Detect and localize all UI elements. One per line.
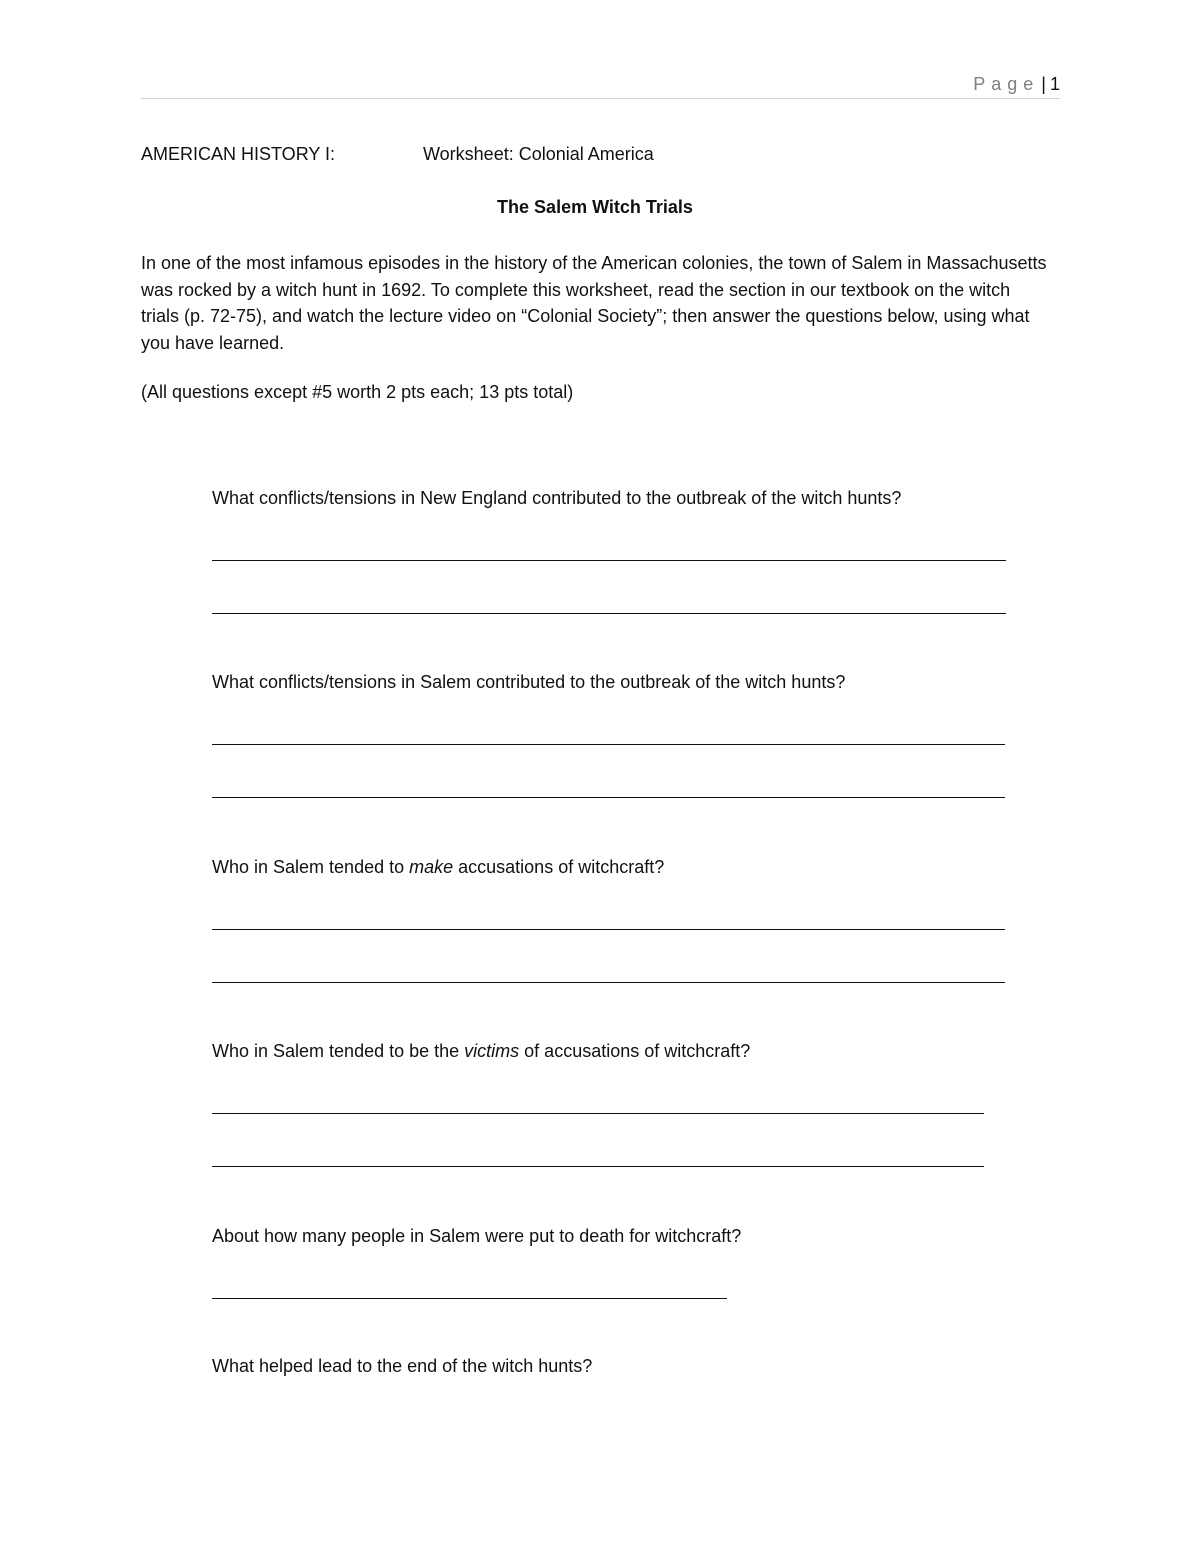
points-note: (All questions except #5 worth 2 pts each; 13 pts total) [141,382,574,402]
question-5: About how many people in Salem were put to death for witchcraft? [212,1226,742,1246]
intro-paragraph: In one of the most infamous episodes in the history of the American colonies, the town of Salem in Massachusetts was rocked by a witch hunt in 1692. To complete this worksheet, read the section in our textbook on the witch trials (p. 72-75), and watch the lecture video on “Colonial Society”; then answer the questions below, using what you have learned. [141,253,1047,353]
answer-line-2b[interactable] [212,797,1005,798]
answer-line-3a[interactable] [212,929,1005,930]
question-3-text-start: Who in Salem tended to [212,857,410,877]
course-label: AMERICAN HISTORY I: [141,144,336,164]
worksheet-label: Worksheet: Colonial America [423,144,654,164]
page-header [900,74,1060,95]
answer-line-4a[interactable] [212,1113,984,1114]
question-2: What conflicts/tensions in Salem contributed to the outbreak of the witch hunts? [212,672,846,692]
page-number: 1 [1049,74,1060,94]
answer-line-4b[interactable] [212,1166,984,1167]
answer-line-2a[interactable] [212,744,1005,745]
question-3-emphasis: make [409,857,454,877]
question-4-text-start: Who in Salem tended to be the [212,1041,465,1061]
page-label: Page [973,74,1040,94]
question-4 [212,1041,750,1062]
answer-line-3b[interactable] [212,982,1005,983]
page-separator: | [1041,74,1046,94]
question-6: What helped lead to the end of the witch hunts? [212,1356,593,1376]
question-4-text-end: of accusations of witchcraft? [519,1041,751,1061]
answer-line-5[interactable] [212,1298,727,1299]
question-3 [212,857,664,878]
question-1: What conflicts/tensions in New England contributed to the outbreak of the witch hunts? [212,488,902,508]
worksheet-title: The Salem Witch Trials [497,197,693,217]
answer-line-1b[interactable] [212,613,1006,614]
question-3-text-end: accusations of witchcraft? [453,857,665,877]
question-4-emphasis: victims [464,1041,520,1061]
answer-line-1a[interactable] [212,560,1006,561]
header-rule [141,98,1060,99]
course-line [141,144,654,165]
